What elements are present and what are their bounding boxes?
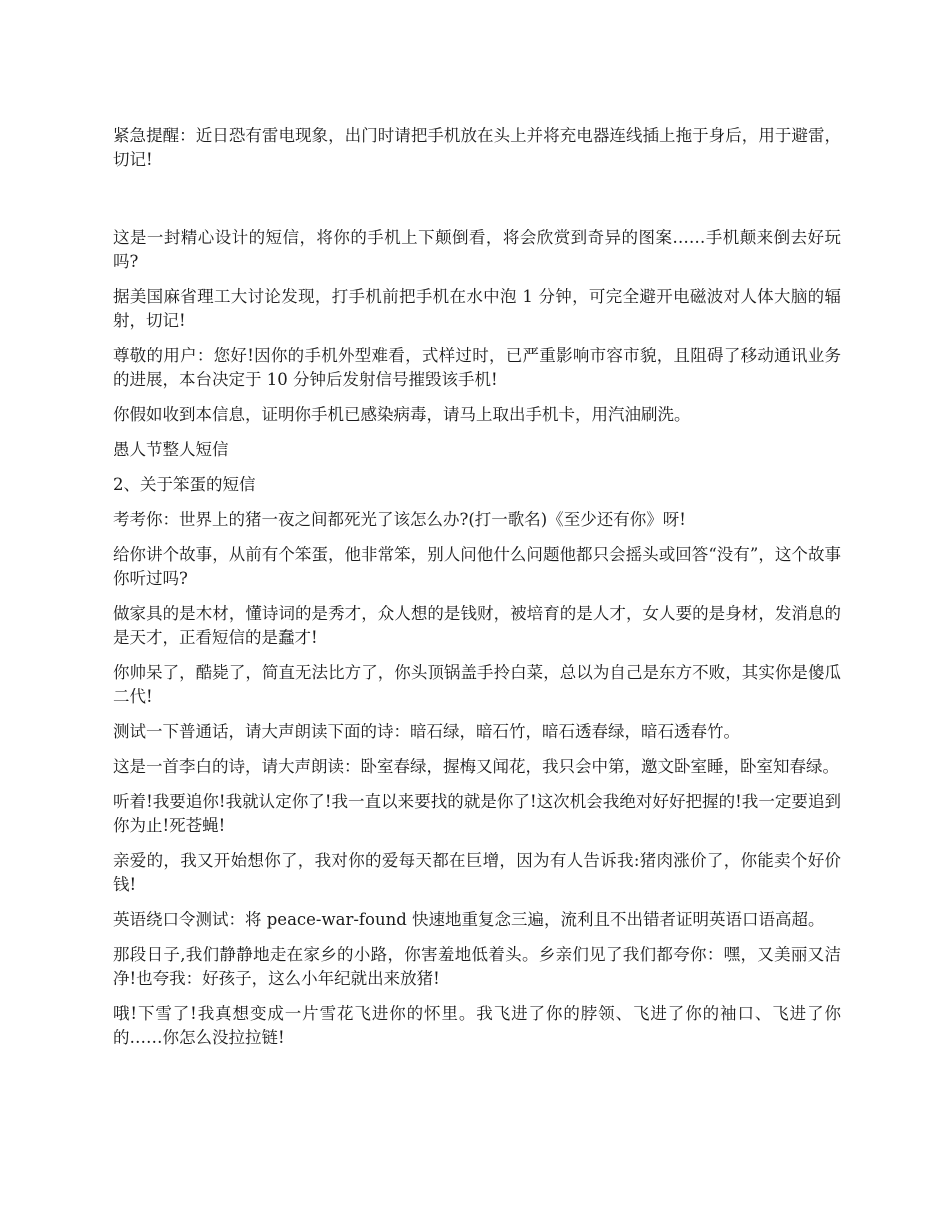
paragraph: 尊敬的用户：您好!因你的手机外型难看，式样过时，已严重影响市容市貌，且阻碍了移动通讯业务的进展，本台决定于 10 分钟后发射信号摧毁该手机! [113,346,841,389]
paragraph: 你帅呆了，酷毙了，简直无法比方了，你头顶锅盖手拎白菜，总以为自己是东方不败，其实你是傻瓜二代! [113,663,841,706]
paragraph: 测试一下普通话，请大声朗读下面的诗：暗石绿，暗石竹，暗石透春绿，暗石透春竹。 [113,722,740,741]
paragraph-urgent-reminder: 紧急提醒：近日恐有雷电现象，出门时请把手机放在头上并将充电器连线插上拖于身后，用于避雷，切记! [113,126,841,169]
paragraph: 做家具的是木材，懂诗词的是秀才，众人想的是钱财，被培育的是人才，女人要的是身材，发消息的是天才，正看短信的是蠢才! [113,604,841,647]
document-body [113,124,841,1061]
paragraph: 给你讲个故事，从前有个笨蛋，他非常笨，别人问他什么问题他都只会摇头或回答“没有”，这个故事你听过吗? [113,545,841,588]
paragraph: 你假如收到本信息，证明你手机已感染病毒，请马上取出手机卡，用汽油刷洗。 [113,405,691,424]
paragraph: 这是一首李白的诗，请大声朗读：卧室春绿，握梅又闻花，我只会中第，邀文卧室睡，卧室知春绿。 [113,757,839,776]
section-heading: 2、关于笨蛋的短信 [113,475,256,494]
paragraph: 亲爱的，我又开始想你了，我对你的爱每天都在巨增，因为有人告诉我:猪肉涨价了，你能卖个好价钱! [113,851,841,894]
paragraph: 哦!下雪了!我真想变成一片雪花飞进你的怀里。我飞进了你的脖领、飞进了你的袖口、飞进了你的……你怎么没拉拉链! [113,1004,841,1047]
paragraph: 那段日子,我们静静地走在家乡的小路，你害羞地低着头。乡亲们见了我们都夸你：嘿，又美丽又洁净!也夸我：好孩子，这么小年纪就出来放猪! [113,945,841,988]
paragraph: 这是一封精心设计的短信，将你的手机上下颠倒看，将会欣赏到奇异的图案……手机颠来倒去好玩吗? [113,228,841,271]
paragraph: 听着!我要追你!我就认定你了!我一直以来要找的就是你了!这次机会我绝对好好把握的!我一定要追到你为止!死苍蝇! [113,792,841,835]
section-heading: 愚人节整人短信 [113,440,229,459]
paragraph: 英语绕口令测试：将 peace-war-found 快速地重复念三遍，流利且不出错者证明英语口语高超。 [113,910,825,929]
paragraph: 考考你：世界上的猪一夜之间都死光了该怎么办?(打一歌名)《至少还有你》呀! [113,510,686,529]
paragraph: 据美国麻省理工大讨论发现，打手机前把手机在水中泡 1 分钟，可完全避开电磁波对人体大脑的辐射，切记! [113,287,841,330]
